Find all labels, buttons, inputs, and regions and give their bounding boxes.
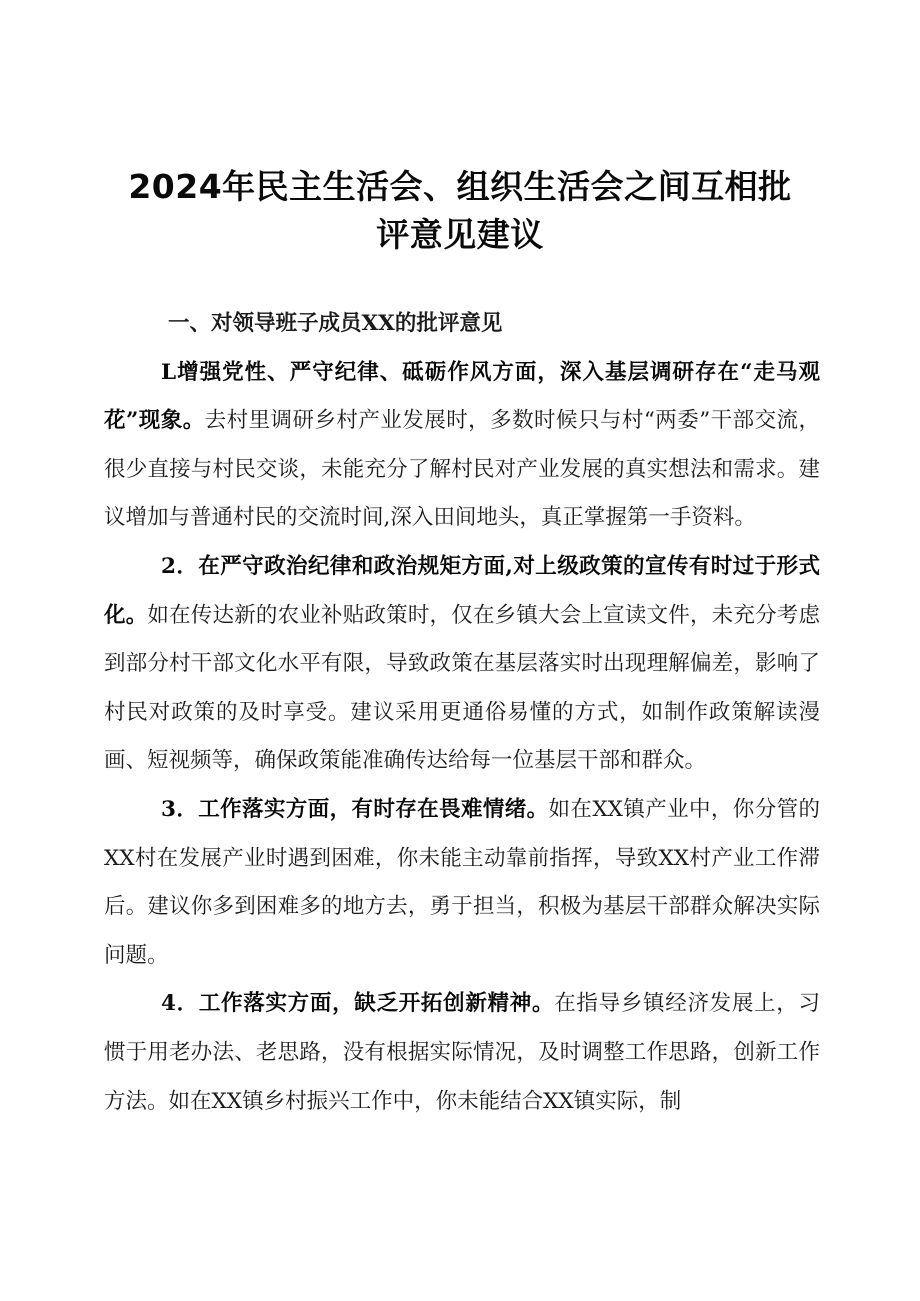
paragraph-text: 如在XX镇产业中，你分管的XX村在发展产业时遇到困难，你未能主动靠前指挥，导致XX村产业工作滞后。建议你多到困难多的地方去，勇于担当，积极为基层干部群众解决实际问题。: [104, 796, 820, 968]
paragraph-item-2: [104, 543, 820, 786]
paragraph-item-1: [104, 349, 820, 543]
document-body: [104, 300, 820, 1126]
paragraph-lead: 3．工作落实方面，有时存在畏难情绪。: [160, 796, 549, 822]
paragraph-item-4: [104, 980, 820, 1126]
document-title-line-1: 2024年民主生活会、组织生活会之间互相批: [128, 167, 792, 206]
document-title-line-2: 评意见建议: [376, 215, 544, 254]
paragraph-text: 如在传达新的农业补贴政策时，仅在乡镇大会上宣读文件，未充分考虑到部分村干部文化水平有限，导致政策在基层落实时出现理解偏差，影响了村民对政策的及时享受。建议采用更通俗易懂的方式，如制作政策解读漫画、短视频等，确保政策能准确传达给每一位基层干部和群众。: [104, 602, 820, 774]
paragraph-lead: L增强党性、严守纪律、砥砺作风方面，深入基层调研存在“走马观花”现象。: [104, 359, 820, 434]
paragraph-text: 去村里调研乡村产业发展时，多数时候只与村“两委”干部交流，很少直接与村民交谈，未能充分了解村民对产业发展的真实想法和需求。建议增加与普通村民的交流时间,深入田间地头，真正掌握第一手资料。: [104, 408, 820, 531]
paragraph-item-3: [104, 786, 820, 980]
section-heading: 一、对领导班子成员XX的批评意见: [168, 311, 503, 336]
paragraph-lead: 4．工作落实方面，缺乏开拓创新精神。: [160, 991, 555, 1017]
paragraph-lead: 2．在严守政治纪律和政治规矩方面,对上级政策的宣传有时过于形式化。: [104, 553, 820, 628]
paragraph-text: 在指导乡镇经济发展上，习惯于用老办法、老思路，没有根据实际情况，及时调整工作思路，创新工作方法。如在XX镇乡村振兴工作中，你未能结合XX镇实际，制: [104, 991, 820, 1114]
